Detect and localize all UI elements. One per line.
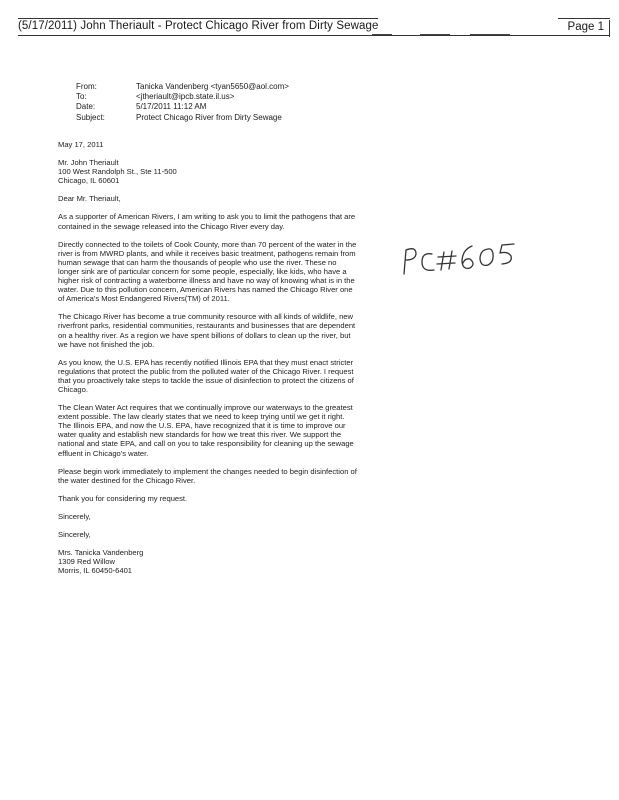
address-line: Chicago, IL 60601	[58, 176, 120, 186]
signature-block	[58, 548, 358, 575]
meta-row-from	[76, 82, 289, 92]
closing: Sincerely,	[58, 530, 91, 539]
signature-line: 1309 Red Willow	[58, 557, 115, 567]
signature-line: Morris, IL 60450-6401	[58, 566, 133, 576]
header-title: (5/17/2011) John Theriault - Protect Chicago River from Dirty Sewage	[18, 20, 379, 32]
scan-artifact	[372, 34, 392, 35]
meta-row-subject	[76, 113, 289, 123]
date-label: Date:	[76, 102, 96, 112]
meta-row-to	[76, 92, 289, 102]
paragraph: As a supporter of American Rivers, I am writing to ask you to limit the pathogens that are contained in the sewage released into the Chicago River every day.	[58, 212, 356, 231]
subject-value: Protect Chicago River from Dirty Sewage	[136, 112, 282, 122]
handwritten-annotation	[396, 240, 526, 280]
scan-artifact	[470, 34, 510, 35]
scan-artifact	[420, 34, 450, 35]
paragraph: The Clean Water Act requires that we continually improve our waterways to the greatest extent possible. The law clearly states that we need to keep trying until we get it right. The Illinois EPA, and now the U.S. EPA, have recognized that it is time to improve our water quality and establish new standards for how we treat this river. We support the national and state EPA, and call on you to take responsibility for cleaning up the sewage effluent in Chicago's water.	[58, 403, 354, 458]
paragraph: Thank you for considering my request.	[58, 493, 188, 503]
email-metadata	[76, 82, 289, 123]
date-value: 5/17/2011 11:12 AM	[136, 102, 207, 112]
salutation: Dear Mr. Theriault,	[58, 194, 121, 204]
letter-body	[58, 140, 358, 584]
header-rule-right	[558, 18, 610, 19]
closing: Sincerely,	[58, 511, 91, 521]
letter-date: May 17, 2011	[58, 140, 104, 149]
paragraph: As you know, the U.S. EPA has recently notified Illinois EPA that they must enact stricter regulations that protect the public from the polluted water of the Chicago River. I request that you proactively take steps to tackle the issue of disinfection to protect the citizens of Chicago.	[58, 357, 354, 394]
from-value: Tanicka Vandenberg <tyan5650@aol.com>	[136, 82, 289, 91]
address-line: 100 West Randolph St., Ste 11-500	[58, 167, 177, 177]
page-number: Page 1	[567, 21, 604, 33]
meta-row-date	[76, 102, 289, 112]
signature-line: Mrs. Tanicka Vandenberg	[58, 548, 144, 558]
paragraph: Directly connected to the toilets of Cook County, more than 70 percent of the water in the river is from MWRD plants, and while it receives basic treatment, pathogens remain from human sewage that can harm the thousands of people who use the river. These no longer sink are of particular concern for some people, especially, like kids, who have a higher risk of contracting a waterborne illness and have no way of knowing what is in the water. Due to this pollution concern, American Rivers has named the Chicago River one of America's Most Endangered Rivers(TM) of 2011.	[58, 239, 357, 304]
paragraph: The Chicago River has become a true community resource with all kinds of wildlife, new riverfront parks, residential communities, restaurants and businesses that are dependent on a healthy river. As a region we have spent billions of dollars to clean up the river, but we have not finished the job.	[58, 312, 356, 349]
paragraph: Please begin work immediately to implement the changes needed to begin disinfection of the water destined for the Chicago River.	[58, 466, 357, 485]
document-header	[18, 20, 610, 40]
subject-label: Subject:	[76, 112, 105, 122]
address-line: Mr. John Theriault	[58, 158, 119, 168]
header-rule-bottom	[18, 35, 610, 36]
to-value: <jtheriault@ipcb.state.il.us>	[136, 92, 235, 102]
recipient-address	[58, 158, 358, 185]
header-rule-top	[18, 18, 378, 19]
from-label: From:	[76, 82, 97, 91]
to-label: To:	[76, 92, 87, 102]
